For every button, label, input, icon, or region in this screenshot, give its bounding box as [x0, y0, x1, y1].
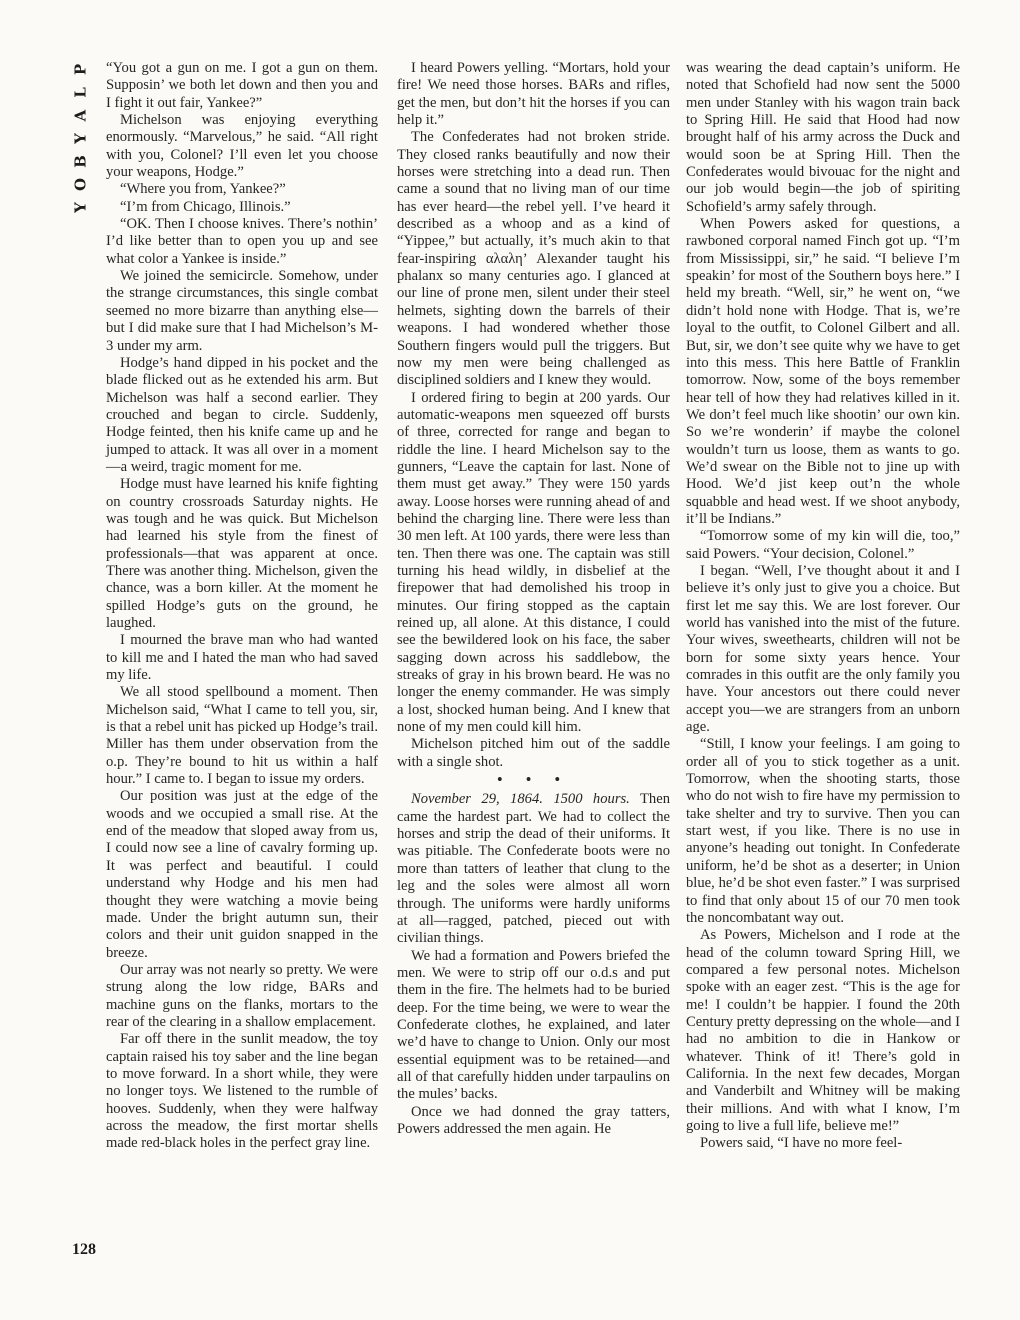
- masthead-letter: Y: [71, 202, 90, 213]
- paragraph: “Still, I know your feelings. I am going to order all of you to stick together as a unit. Tomorrow, when the shooting starts, those who do not wish to fire have my permission to take shelter and try to survive. Then you can start west, if you like. There is no use in anyone’s heading out tonight. In Confederate uniform, he’d be shot as a deserter; in Union blue, he’d be shot even faster.” I was surprised to find that only about 15 of our 70 men took the noncombatant way out.: [686, 736, 960, 926]
- paragraph: Once we had donned the gray tatters, Powers addressed the men again. He: [397, 1103, 670, 1137]
- column-2: [397, 60, 670, 1138]
- masthead: [70, 58, 92, 219]
- paragraph: The Confederates had not broken stride. They closed ranks beautifully and now their horses were stretching into a dead run. Then came a sound that no living man of our time has ever heard—the rebel yell. I’ve heard it described as a whoop and as a kind of “Yippee,” but actually, it’s much akin to that fear-inspiring αλαλη’ Alexander taught his phalanx so many centuries ago. I glanced at our line of prone men, silent under their steel helmets, sighting down the barrels of their weapons. I had wondered whether those Southern fingers would pull the triggers. But now my men were being challenged as disciplined soldiers and I knew they would.: [397, 129, 670, 389]
- section-break: • • •: [497, 772, 570, 789]
- paragraph: I mourned the brave man who had wanted to kill me and I hated the man who had saved my life.: [106, 632, 378, 684]
- masthead-letter: L: [71, 87, 90, 98]
- column-3: [686, 60, 960, 1153]
- paragraph: I began. “Well, I’ve thought about it and I believe it’s only just to give you a choice. But first let me say this. We are lost forever. Our world has vanished into the mist of the future. Your wives, sweethearts, children will not be born for some sixty years hence. Your comrades in this outfit are the only family you have. Your ancestors out there could never accept you—we are strangers from an unborn age.: [686, 562, 960, 736]
- paragraph: “I’m from Chicago, Illinois.”: [120, 198, 291, 215]
- paragraph: I heard Powers yelling. “Mortars, hold your fire! We need those horses. BARs and rifles, get the men, but don’t hit the horses if you can help it.”: [397, 60, 670, 129]
- paragraph: Michelson pitched him out of the saddle with a single shot.: [397, 736, 670, 770]
- paragraph: When Powers asked for questions, a rawboned corporal named Finch got up. “I’m from Mississippi, sir,” he said. “I believe I’m speakin’ for most of the Southern boys here.” I held my breath. “Well, sir,” he went on, “we didn’t hold none with Hodge. That is, we’re loyal to the outfit, to Colonel Gilbert and all. But, sir, we don’t see quite why we have to get into this mess. This here Battle of Franklin tomorrow. Now, some of the boys remember hear tell of how they had relatives killed in it. We don’t feel much like shootin’ our own kin. So we’re wonderin’ if maybe the colonel wouldn’t turn us loose, them as wants to go. We’d swear on the Bible not to jine up with Hood. We’d jist keep out’n the whole squabble and head west. If we shoot anybody, it’ll be Indians.”: [686, 216, 960, 527]
- paragraph: Far off there in the sunlit meadow, the toy captain raised his toy saber and the line began to move forward. In a short while, they were no longer toys. We listened to the rumble of hooves. Suddenly, when they were halfway across the meadow, the first mortar shells made red-black holes in the perfect gray line.: [106, 1031, 378, 1152]
- paragraph: We all stood spellbound a moment. Then Michelson said, “What I came to tell you, sir, is that a rebel unit has picked up Hodge’s trail. Miller has them under observation from the o.p. They’re bound to hit us within a half hour.” I came to. I began to issue my orders.: [106, 684, 378, 788]
- paragraph-text: Then came the hardest part. We had to collect the horses and strip the dead of their uniforms. It was pitiable. The Confederate boots were no more than tatters of leather that clung to the leg and the soles were almost all worn through. The uniforms were hardly uniforms at all—ragged, patched, pieced out with civilian things.: [397, 791, 670, 947]
- paragraph: I ordered firing to begin at 200 yards. Our automatic-weapons men squeezed off bursts of three, corrected for range and began to riddle the line. I heard Michelson say to the gunners, “Leave the captain for last. None of them must get away.” They were 150 yards away. Loose horses were running ahead of and behind the charging line. There were less than 30 men left. At 100 yards, there were less than ten. Then there was one. The captain was still turning his head wildly, in disbelief at the firepower that had demolished his troop in minutes. Our firing stopped as the captain reined up, all alone. At this distance, I could see the bewildered look on his face, the saber sagging down across his saddlebow, the streaks of gray in his brown beard. He was no longer the enemy commander. He was simply a lost, shocked human being. And I knew that none of my men could kill him.: [397, 389, 670, 736]
- masthead-letter: B: [71, 155, 90, 168]
- paragraph: Our array was not nearly so pretty. We were strung along the low ridge, BARs and machine guns on the flanks, mortars to the rear of the clearing in a shallow emplacement.: [106, 961, 378, 1030]
- paragraph: Our position was just at the edge of the woods and we occupied a small rise. At the end of the meadow that sloped away from us, I could now see a line of cavalry forming up. It was perfect and beautiful. I could understand why Hodge and his men had thought they were watching a movie being made. Under the bright autumn sun, their colors and their unit guidon snapped in the breeze.: [106, 788, 378, 961]
- paragraph-with-dateline: [397, 791, 670, 947]
- paragraph: “Tomorrow some of my kin will die, too,” said Powers. “Your decision, Colonel.”: [686, 528, 960, 562]
- page-number: 128: [72, 1241, 96, 1258]
- paragraph: “You got a gun on me. I got a gun on them. Supposin’ we both let down and then you and I fight it out fair, Yankee?”: [106, 60, 378, 111]
- column-1: [106, 60, 378, 1153]
- paragraph: We joined the semicircle. Somehow, under the strange circumstances, this single combat seemed no more bizarre than anything else—but I did make sure that I had Michelson’s M-3 under my arm.: [106, 268, 378, 354]
- paragraph: “OK. Then I choose knives. There’s nothin’ I’d like better than to open you up and see what color a Yankee is inside.”: [106, 216, 378, 267]
- paragraph: As Powers, Michelson and I rode at the head of the column toward Spring Hill, we compared a few personal notes. Michelson spoke with an eager zest. “This is the age for me! I couldn’t be happier. I found the 20th Century pretty depressing on the whole—and I had no ambition to die in Hankow or whatever. Think of it! There’s gold in California. In the next few decades, Morgan and Vanderbilt and Whitney will be making their millions. And with what I know, I’m going to live a full life, believe me!”: [686, 927, 960, 1134]
- paragraph: We had a formation and Powers briefed the men. We were to strip off our o.d.s and put them in the fire. The helmets had to be buried deep. For the time being, we were to wear the Confederate clothes, he explained, and later we’d have to change to Union. Only our most essential equipment was to be retained—and all of that carefully hidden under tarpaulins on the mules’ backs.: [397, 947, 670, 1103]
- masthead-letter: A: [71, 109, 90, 122]
- masthead-letter: O: [71, 177, 90, 192]
- masthead-letter: P: [71, 63, 90, 76]
- paragraph: Hodge’s hand dipped in his pocket and the blade flicked out as he extended his arm. But Michelson was half a second earlier. They crouched and began to circle. Suddenly, Hodge feinted, then his knife came up and he jumped to attack. It was all over in a moment—a weird, tragic moment for me.: [106, 354, 378, 475]
- paragraph: was wearing the dead captain’s uniform. He noted that Schofield had now sent the 5000 men under Stanley with his wagon train back to Spring Hill. He said that Hood had now brought half of his army across the Duck and would soon be at Spring Hill. Then the Confederates would bivouac for the night and our job would begin—the job of spiriting Schofield’s army safely through.: [686, 60, 960, 215]
- paragraph: Michelson was enjoying everything enormously. “Marvelous,” he said. “All right with you, Colonel? I’ll even let you choose your weapons, Hodge.”: [106, 112, 378, 181]
- paragraph: Hodge must have learned his knife fighting on country crossroads Saturday nights. He was tough and he was quick. But Michelson had learned his style from the finest of professionals—that was apparent at once. There was another thing. Michelson, given the chance, was a born killer. At the moment he spilled Hodge’s guts on the ground, he laughed.: [106, 476, 378, 631]
- dateline: November 29, 1864. 1500 hours.: [411, 791, 630, 808]
- paragraph: Powers said, “I have no more feel-: [700, 1135, 903, 1152]
- paragraph: “Where you from, Yankee?”: [120, 181, 286, 198]
- masthead-letter: Y: [71, 133, 90, 144]
